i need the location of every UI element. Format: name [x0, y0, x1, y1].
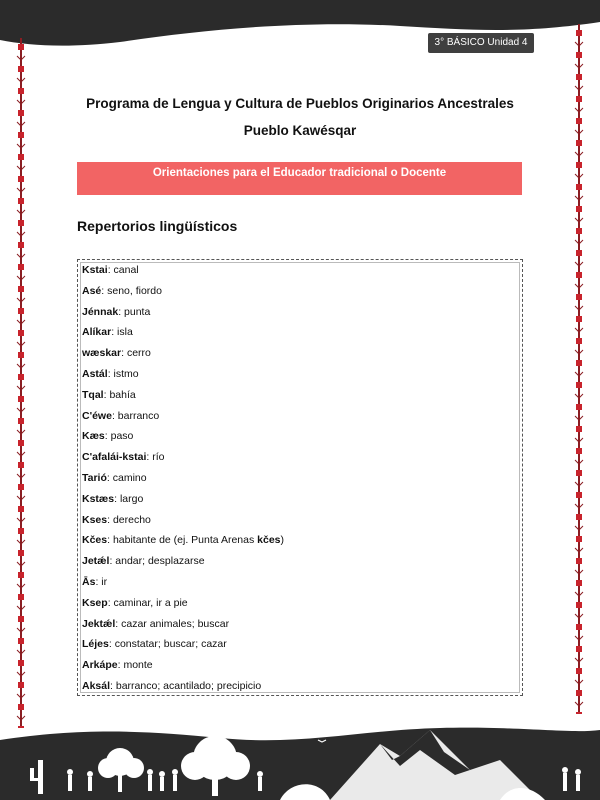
border-motif	[576, 30, 582, 36]
border-motif	[576, 668, 582, 674]
vocabulary-meaning: istmo	[113, 367, 139, 380]
border-motif	[576, 316, 582, 322]
vocabulary-item	[82, 512, 518, 533]
border-motif	[18, 176, 24, 182]
term-separator: :	[117, 659, 124, 672]
border-motif	[576, 184, 582, 190]
vocabulary-item	[82, 470, 518, 491]
term-separator: :	[107, 513, 113, 526]
vocabulary-term: Léjes	[82, 638, 109, 651]
border-motif	[18, 528, 24, 534]
vocabulary-term: C'afaláі-kstai	[82, 451, 147, 464]
border-motif	[18, 374, 24, 380]
border-motif	[18, 352, 24, 358]
border-motif	[576, 558, 582, 564]
vocabulary-item	[82, 449, 518, 470]
left-decorative-border	[16, 38, 26, 728]
term-separator: :	[110, 679, 116, 692]
section-heading: Repertorios lingüísticos	[77, 218, 238, 234]
border-motif	[576, 140, 582, 146]
left-border-pattern	[16, 38, 26, 728]
vocabulary-term: C'éwe	[82, 409, 112, 422]
vocabulary-meaning: canal	[113, 264, 139, 276]
vocabulary-term: Tqal	[82, 388, 104, 401]
vocabulary-closing: )	[280, 534, 284, 547]
border-motif	[576, 536, 582, 542]
vocabulary-item	[82, 574, 518, 595]
vocabulary-item	[82, 304, 518, 325]
term-separator: :	[106, 471, 113, 484]
term-separator: :	[108, 638, 115, 651]
border-motif	[18, 616, 24, 622]
vocabulary-term: Arkápe	[82, 659, 118, 672]
vocabulary-term: Tarió	[82, 471, 107, 484]
border-motif	[576, 426, 582, 432]
vocabulary-item	[82, 553, 518, 574]
border-motif	[576, 448, 582, 454]
vocabulary-term: Kses	[82, 513, 108, 526]
border-motif	[576, 228, 582, 234]
border-motif	[576, 294, 582, 300]
vocabulary-term: Jektǽl	[82, 617, 116, 630]
border-motif	[576, 404, 582, 410]
vocabulary-meaning: largo	[119, 492, 144, 505]
border-motif	[18, 220, 24, 226]
vocabulary-term: Jénnak	[82, 305, 119, 318]
border-motif	[18, 418, 24, 424]
vocabulary-meaning: paso	[110, 430, 134, 443]
term-separator: :	[103, 388, 110, 401]
vocabulary-term: Aksál	[82, 679, 111, 692]
border-motif	[576, 382, 582, 388]
vocabulary-item	[82, 408, 518, 429]
term-separator: :	[121, 347, 127, 360]
border-motif	[18, 198, 24, 204]
vocabulary-meaning: monte	[123, 659, 153, 672]
vocabulary-term: Kstæs	[82, 492, 115, 505]
border-motif	[18, 396, 24, 402]
term-separator: :	[118, 305, 125, 318]
border-motif	[576, 74, 582, 80]
vocabulary-meaning: seno, fiordo	[107, 284, 162, 297]
border-motif	[18, 264, 24, 270]
border-motif	[576, 514, 582, 520]
program-title: Programa de Lengua y Cultura de Pueblos Originarios Ancestrales	[86, 96, 514, 111]
vocabulary-meaning: caminar, ir a pie	[113, 596, 188, 609]
term-separator: :	[101, 284, 108, 297]
vocabulary-meaning: camino	[112, 471, 147, 484]
term-separator: :	[107, 534, 113, 547]
border-motif	[18, 88, 24, 94]
vocabulary-item	[82, 366, 518, 387]
footer-landscape	[0, 700, 600, 800]
vocabulary-item	[82, 262, 518, 283]
border-motif	[18, 154, 24, 160]
vocabulary-term: wæskar	[82, 347, 122, 360]
vocabulary-item	[82, 636, 518, 657]
border-motif	[18, 462, 24, 468]
border-motif	[576, 360, 582, 366]
vocabulary-meaning: barranco; acantilado; precipicio	[115, 679, 262, 692]
vocabulary-item	[82, 491, 518, 512]
vocabulary-term: Kstai	[82, 264, 108, 276]
border-motif	[576, 690, 582, 696]
border-motif	[576, 338, 582, 344]
border-motif	[576, 602, 582, 608]
border-motif	[576, 646, 582, 652]
vocabulary-term: Ksep	[82, 596, 108, 609]
border-motif	[576, 206, 582, 212]
border-motif	[18, 550, 24, 556]
term-separator: :	[146, 451, 153, 464]
vocabulary-meaning: cazar animales; buscar	[121, 617, 230, 630]
vocabulary-item	[82, 532, 518, 553]
border-motif	[18, 66, 24, 72]
vocabulary-meaning: río	[152, 451, 165, 464]
vocabulary-meaning: bahía	[109, 388, 136, 401]
vocabulary-item	[82, 428, 518, 449]
vocabulary-meaning: punta	[124, 305, 151, 318]
vocabulary-term: Kčes	[82, 534, 108, 547]
term-separator: :	[109, 555, 116, 568]
border-motif	[18, 572, 24, 578]
vocabulary-item	[82, 657, 518, 678]
vocabulary-item	[82, 595, 518, 616]
term-separator: :	[114, 492, 120, 505]
border-motif	[18, 682, 24, 688]
border-motif	[576, 492, 582, 498]
vocabulary-meaning: constatar; buscar; cazar	[114, 638, 227, 651]
term-separator: :	[95, 575, 102, 588]
term-separator: :	[107, 264, 114, 276]
vocabulary-list	[82, 262, 518, 699]
vocabulary-term: Ās	[82, 575, 96, 588]
vocabulary-item	[82, 345, 518, 366]
vocabulary-meaning: isla	[117, 326, 133, 339]
vocabulary-meaning: habitante de (ej. Punta Arenas	[112, 534, 258, 547]
border-motif	[18, 44, 24, 50]
vocabulary-meaning: ir	[101, 575, 108, 588]
vocabulary-item	[82, 324, 518, 345]
landscape-silhouette-icon	[0, 700, 600, 800]
border-motif	[18, 286, 24, 292]
border-motif	[576, 580, 582, 586]
border-motif	[576, 470, 582, 476]
border-motif	[18, 660, 24, 666]
vocabulary-meaning: barranco	[117, 409, 160, 422]
border-motif	[18, 484, 24, 490]
vocabulary-term: Alíkar	[82, 326, 112, 339]
vocabulary-inline-term: kčes	[257, 534, 281, 547]
border-motif	[18, 440, 24, 446]
border-motif	[18, 506, 24, 512]
vocabulary-box	[77, 259, 523, 696]
vocabulary-item	[82, 283, 518, 304]
border-motif	[18, 308, 24, 314]
border-motif	[18, 242, 24, 248]
people-title: Pueblo Kawésqar	[243, 123, 357, 138]
vocabulary-term: Jetǽl	[82, 555, 110, 568]
term-separator: :	[115, 617, 122, 630]
term-separator: :	[104, 430, 111, 443]
vocabulary-term: Asé	[82, 284, 102, 297]
vocabulary-meaning: derecho	[112, 513, 151, 526]
border-motif	[576, 250, 582, 256]
term-separator: :	[107, 367, 114, 380]
border-motif	[576, 272, 582, 278]
border-motif	[18, 638, 24, 644]
border-motif	[18, 594, 24, 600]
vocabulary-term: Astál	[82, 367, 108, 380]
vocabulary-meaning: cerro	[126, 347, 151, 360]
term-separator: :	[111, 326, 118, 339]
term-separator: :	[111, 409, 118, 422]
vocabulary-meaning: andar; desplazarse	[115, 555, 205, 568]
border-motif	[18, 330, 24, 336]
border-motif	[576, 162, 582, 168]
border-motif	[576, 52, 582, 58]
vocabulary-item	[82, 387, 518, 408]
vocabulary-item	[82, 616, 518, 637]
term-separator: :	[107, 596, 114, 609]
orientation-banner: Orientaciones para el Educador tradicional o Docente	[77, 162, 522, 195]
vocabulary-item	[82, 678, 518, 699]
grade-badge: 3° BÁSICO Unidad 4	[428, 33, 534, 53]
border-motif	[576, 624, 582, 630]
vocabulary-term: Kæs	[82, 430, 105, 443]
